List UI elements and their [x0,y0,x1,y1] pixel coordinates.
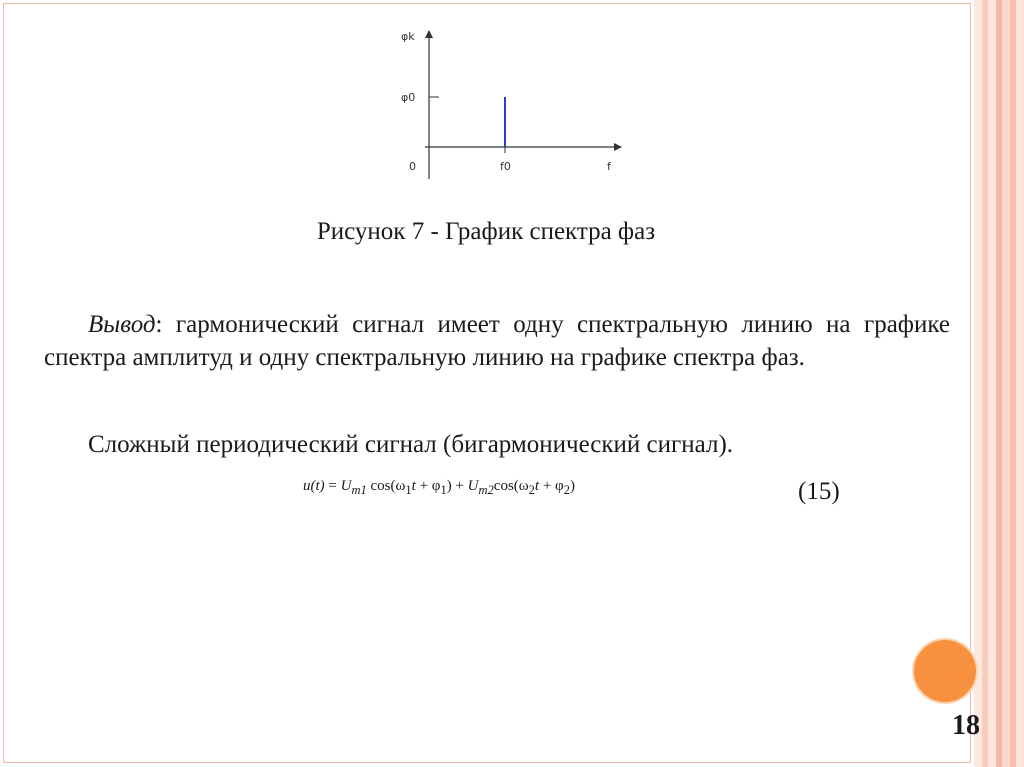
figure-caption: Рисунок 7 - График спектра фаз [316,218,656,245]
formula-part: cos(ω [493,478,529,494]
formula-part: 1 [440,483,447,497]
page-number: 18 [952,710,980,741]
conclusion-lead: Вывод [88,311,156,338]
phase-spectrum-chart [395,27,635,182]
equation-number: (15) [798,478,840,505]
conclusion-paragraph [44,308,950,374]
complex-signal-paragraph: Сложный периодический сигнал (бигармонический сигнал). [88,431,734,458]
formula-part: t [411,478,416,494]
origin-label: 0 [409,160,416,173]
formula-part: = [324,478,341,494]
formula-part: cos(ω [366,478,406,494]
formula-part: + φ [415,478,441,494]
decorative-stripes [974,0,1024,767]
x-axis-label: f [607,160,611,173]
formula-part: 1 [405,483,412,497]
y-axis-label: φk [401,30,415,43]
formula-15 [303,478,575,498]
formula-part: u(t) [303,478,325,494]
formula-part: m1 [351,483,367,497]
formula-part: 2 [563,483,570,497]
x-tick-label: f0 [500,160,511,173]
formula-part: ) [569,478,575,494]
decorative-circle [914,640,976,702]
formula-part: m2 [478,483,494,497]
formula-part: t [534,478,540,494]
formula-part: U [340,478,352,494]
formula-part: + φ [539,478,564,494]
conclusion-text: : гармонический сигнал имеет одну спектральную линию на графике спектра амплитуд и одну спектральную линию на графике спектра фаз. [44,311,950,371]
formula-part: 2 [528,483,535,497]
formula-part: U [467,478,479,494]
formula-part: ) + [446,478,468,494]
y-tick-label: φ0 [401,91,416,104]
chart-svg [395,27,635,182]
